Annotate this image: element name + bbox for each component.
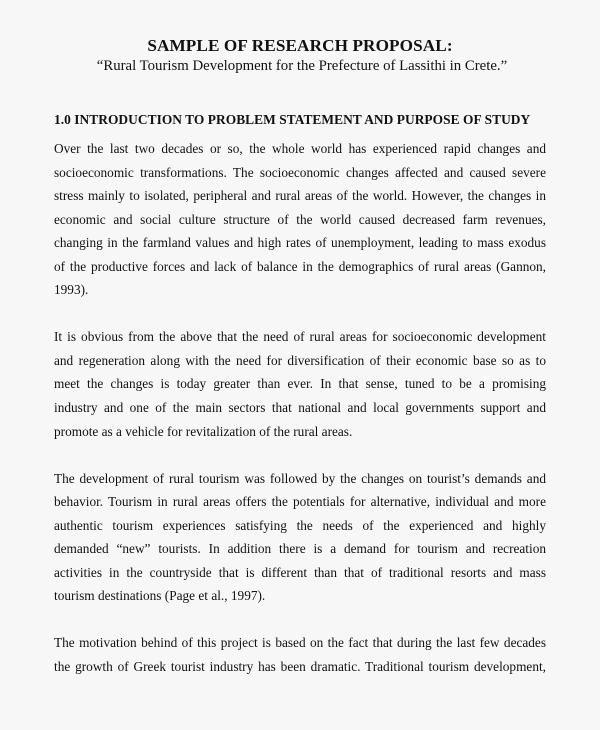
paragraph-4: [54, 631, 546, 678]
text-line: demanded “new” tourists. In addition there is a demand for tourism and recreation: [54, 541, 546, 557]
text-line: 1993).: [54, 282, 89, 298]
text-line: tourism destinations (Page et al., 1997).: [54, 588, 266, 604]
paragraph-2: [54, 325, 546, 443]
text-line: socioeconomic transformations. The socioeconomic changes affected and caused severe: [54, 164, 546, 180]
paragraph-1: [54, 137, 546, 302]
text-line: promote as a vehicle for revitalization of the rural areas.: [54, 423, 353, 439]
document-subtitle: “Rural Tourism Development for the Prefecture of Lassithi in Crete.”: [96, 58, 508, 74]
text-line: economic and social culture structure of the world caused decreased farm revenues,: [54, 211, 546, 227]
text-line: It is obvious from the above that the need of rural areas for socioeconomic development: [54, 329, 546, 345]
text-line: behavior. Tourism in rural areas offers the potentials for alternative, individual and more: [54, 494, 546, 510]
text-line: activities in the countryside that is different than that of traditional resorts and mass: [54, 564, 546, 580]
text-line: changing in the farmland values and high rates of unemployment, leading to mass exodus: [54, 235, 546, 251]
text-line: of the productive forces and lack of balance in the demographics of rural areas (Gannon,: [54, 258, 546, 274]
text-line: industry and one of the main sectors that national and local governments support and: [54, 399, 546, 415]
text-line: Over the last two decades or so, the whole world has experienced rapid changes and: [54, 141, 546, 156]
text-line: the growth of Greek tourist industry has been dramatic. Traditional tourism development,: [54, 658, 546, 674]
text-line: authentic tourism experiences satisfying the needs of the experienced and highly: [54, 517, 546, 533]
paragraph-3: [54, 467, 546, 608]
document-title: SAMPLE OF RESEARCH PROPOSAL:: [147, 36, 453, 55]
text-line: The development of rural tourism was followed by the changes on tourist’s demands and: [54, 470, 546, 486]
section-heading: 1.0 INTRODUCTION TO PROBLEM STATEMENT AND PURPOSE OF STUDY: [54, 112, 531, 127]
text-line: stress mainly to isolated, peripheral and rural areas of the world. However, the changes in: [54, 188, 546, 204]
text-line: and regeneration along with the need for diversification of their economic base so as to: [54, 352, 546, 368]
body-text: [54, 137, 546, 678]
text-line: The motivation behind of this project is based on the fact that during the last few decades: [54, 635, 546, 651]
text-line: meet the changes is today greater than ever. In that sense, tuned to be a promising: [54, 376, 546, 392]
